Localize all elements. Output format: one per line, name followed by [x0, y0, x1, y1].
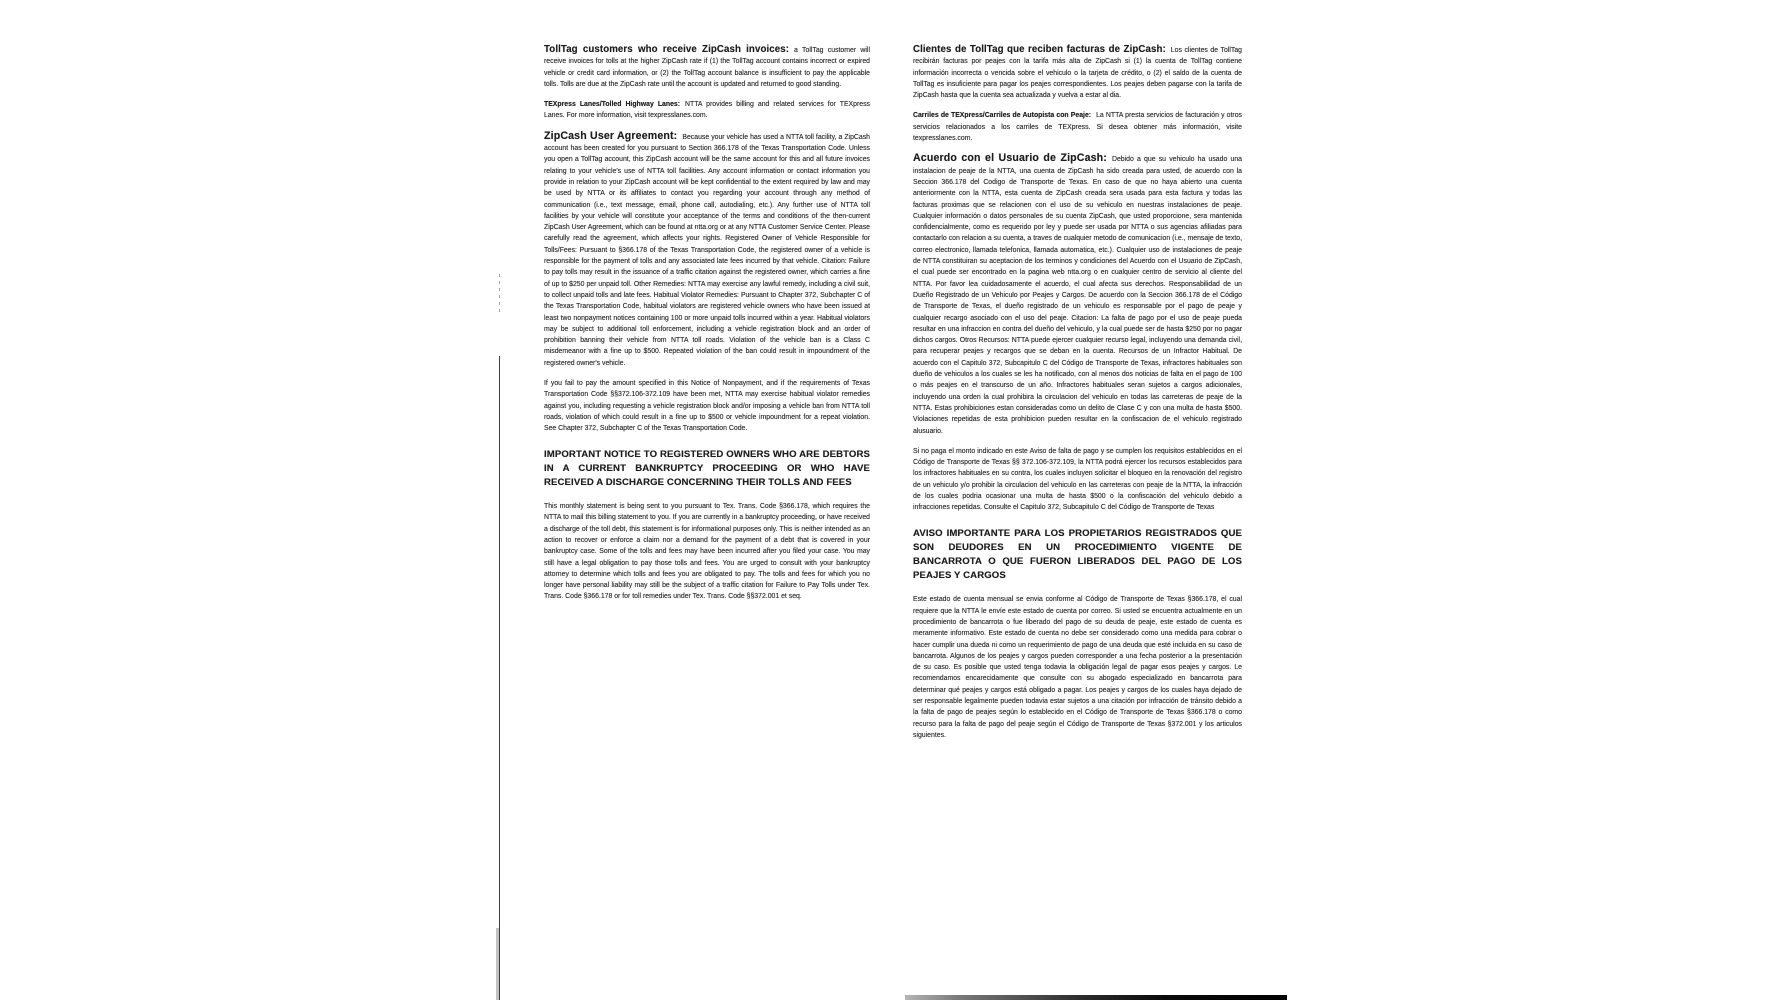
para-en-texpress-lanes: [544, 99, 870, 122]
body-es-aviso-falta-de-pago: Si no paga el monto indicado en este Aviso de falta de pago y se cumplen los requisitos establecidos en el Código de Transporte de Texas §§ 372.106-372.109, la NTTA podrá ejercer los recursos establecidos para los infractores habituales en su contra, los cuales incluyen solicitar el bloqueo en la renovación del registro de un vehiculo y/o prohibir la circulacion del vehiculo en las carreteras con peaje de la NTTA, la infracción de los cuales podria ocasionar una multa de hasta $500 o la confiscación del vehiculo debido a infracciones repetidas. Consulte el Capitulo 372, Subcapitulo C del Código de Transporte de Texas: [913, 447, 1242, 512]
heading-es-acuerdo-usuario-zipcash: Acuerdo con el Usuario de ZipCash:: [913, 152, 1107, 165]
body-en-zipcash-user-agreement: Because your vehicle has used a NTTA toll facility, a ZipCash account has been created for you pursuant to Section 366.178 of the Texas Transportation Code. Unless you open a TollTag account, this ZipCash account will be the same account for this and all future invoices relating to your vehicle's use of NTTA toll facilities. Any account information or contact information you provide in relation to your ZipCash account will be kept confidential to the extent required by law and may be used by NTTA or its affiliates to contact you regarding your account through any method of communication (i.e., text message, email, phone call, autodialing, etc.). Any further use of NTTA toll facilities by your vehicle will constitute your acceptance of the terms and conditions of the then-current ZipCash User Agreement, which can be found at ntta.org or at any NTTA Customer Service Center. Please carefully read the agreement, which affects your rights. Registered Owner of Vehicle Responsible for Tolls/Fees: Pursuant to §366.178 of the Texas Transportation Code, the registered owner of a vehicle is responsible for the payment of tolls and any associated late fees incurred by that vehicle. Citation: Failure to pay tolls may result in the issuance of a traffic citation against the registered owner, which carries a fine of up to $250 per unpaid toll. Other Remedies: NTTA may exercise any lawful remedy, including a civil suit, to collect unpaid tolls and late fees. Habitual Violator Remedies: Pursuant to Chapter 372, Subchapter C of the Texas Transportation Code, habitual violators are registered vehicle owners who have been issued at least two nonpayment notices containing 100 or more unpaid tolls incurred within a year. Habitual violators may be subject to additional toll enforcement, including a vehicle registration block and an order of prohibition banning their vehicle from NTTA toll roads. Violation of the vehicle ban is a Class C misdemeanor with a fine up to $500. Repeated violation of the ban could result in impoundment of the registered owner's vehicle.: [544, 133, 870, 367]
heading-es-clientes-tolltag: Clientes de TollTag que reciben facturas de ZipCash:: [913, 44, 1166, 55]
para-es-aviso-falta-de-pago: [913, 446, 1242, 514]
scan-artifact-bottom-bar: [905, 995, 1287, 1000]
heading-en-bankruptcy-notice: IMPORTANT NOTICE TO REGISTERED OWNERS WHO ARE DEBTORS IN A CURRENT BANKRUPTCY PROCEEDING OR WHO HAVE RECEIVED A DISCHARGE CONCERNING THEIR TOLLS AND FEES: [544, 448, 870, 488]
body-es-clientes-tolltag: Los clientes de TollTag recibirán facturas por peajes con la tarifa más alta de ZipCash si (1) la cuenta de TollTag contiene información incorrecta o vencida sobre el vehiculo o la tarjeta de crédito, o (2) el saldo de la cuenta de TollTag es insuficiente para pagar los peajes correspondientes. Los peajes deben pagarse con la tarifa de ZipCash hasta que la cuenta sea actualizada y vuelva a estar al dia.: [913, 47, 1242, 100]
para-es-estado-de-cuenta: [913, 594, 1242, 741]
para-en-tolltag-zipcash-invoices: [544, 44, 870, 90]
body-es-estado-de-cuenta: Este estado de cuenta mensual se envia conforme al Código de Transporte de Texas §366.178, el cual requiere que la NTTA le envíe este estado de cuenta por correo. Si usted se encuentra actualmente en un procedimiento de bancarrota o fue liberado del pago de su deuda de peaje, este estado de cuenta es meramente informativo. Este estado de cuenta no debe ser considerado como una medida para cobrar o hacer cumplir una dueda ni como un requerimiento de pago de una deuda que esté incluida en su caso de bancarrota. Algunos de los peajes y cargos pueden corresponder a una fecha posterior a la presentación de su caso. Es posible que usted tenga todavia la obligación legal de pagar esos peajes y cargos. Le recomendamos encarecidamente que consulte con su abogado especializado en bancarrota para determinar qué peajes y cargos está obligado a pagar. Los peajes y cargos de los cuales haya dejado de ser responsable legalmente pueden todavia estar sujetos a una citación por infracción de tránsito debido a la falta de pago de peajes según lo establecido en el Código de Transporte de Texas §366.178 o como recurso para la falta de pago del peaje según el Código de Transporte de Texas §372.001 y los articulos siguientes.: [913, 596, 1242, 739]
para-es-clientes-tolltag: [913, 44, 1242, 101]
page-fold-line-dashed: [499, 274, 500, 316]
para-en-notice-of-nonpayment: [544, 378, 870, 434]
para-es-acuerdo-usuario-zipcash: [913, 153, 1242, 436]
body-en-bankruptcy-statement: This monthly statement is being sent to you pursuant to Tex. Trans. Code §366.178, which requires the NTTA to mail this billing statement to you. If you are currently in a bankruptcy proceeding, or have received a discharge of the toll debt, this statement is for informational purposes only. This is neither intended as an action to recover or enforce a claim nor a demand for the payment of a debt that is covered in your bankruptcy case. Some of the tolls and fees may have been incurred after you filed your case. You may still have a legal obligation to pay those tolls and fees. You are urged to consult with your bankruptcy attorney to determine which tolls and fees you are obligated to pay. The tolls and fees for which you no longer have personal liability may still be the subject of a traffic citation for Failure to Pay Tolls under Tex. Trans. Code §366.178 or for toll remedies under Tex. Trans. Code §§372.001 et seq.: [544, 503, 870, 601]
para-es-carriles-texpress: [913, 110, 1242, 144]
heading-en-texpress-lanes: TEXpress Lanes/Tolled Highway Lanes:: [544, 101, 681, 109]
para-en-zipcash-user-agreement: [544, 131, 870, 369]
body-es-acuerdo-usuario-zipcash: Debido a que su vehiculo ha usado una instalacion de peaje de la NTTA, una cuenta de ZipCash ha sido creada para usted, de acuerdo con la Seccion 366.178 del Codigo de Transporte de Texas. En caso de que no haya abierto una cuenta anteriormente con la NTTA, esta cuenta de ZipCash creada sera usada para esta factura y todas las facturas proximas que se relacionen con el uso de su vehiculo en nuestras instalaciones de peaje. Cualquier información o datos personales de su cuenta ZipCash, que usted proporcione, sera mantenida confidencialmente, como es requerido por ley y puede ser usada por NTTA o sus agencias afiliadas para contactarlo con relacion a su cuenta, a traves de cualquier metodo de comunicacion (i.e., mensaje de texto, correo electronico, llamada telefonica, llamada automatica, etc.). Cualquier uso de instalaciones de peaje de NTTA constituiran su aceptacion de los terminos y condiciones del Acuerdo con el Usuario de ZipCash, el cual puede ser encontrado en la pagina web ntta.org o en cualquier centro de servicio al cliente del NTTA. Por favor lea cuidadosamente el acuerdo, el cual afecta sus derechos. Responsabilidad de un Dueño Registrado de un Vehiculo por Peajes y Cargos. De acuerdo con la Seccion 366.178 de el Código de Transporte de Texas, el dueño registrado de un vehiculo es responsable por el pago de peaje y cualquier recargo asociado con el uso del peaje. Citacion: La falta de pago por el uso de peaje pueda resultar en una infraccion en contra del dueño del vehiculo, y la cual puede ser de hasta $250 por no pagar dichos cargos. Otros Recursos: NTTA puede ejercer cualquier recurso legal, incluyendo una demanda civil, para recuperar peajes y recargos que se deban en la cuenta. Recursos de un Infractor Habitual. De acuerdo con el Capitulo 372, Subcapitulo C del Código de Transporte de Texas, infractores habituales son dueño de vehiculos a los cuales se les ha notificado, con al menos dos noticias de falta en el pago de 100 o más peajes en el transcurso de un año. Infractores habituales seran sujetos a cargos adicionales, incluyendo una orden la cual prohibira la circulacion del vehiculo en todas las carreteras de peaje de la NTTA. Estas prohibiciones estan consideradas como un delito de Clase C y con una multa de hasta $500. Violaciones repetidas de esta prohibicion pueden resultar en la confiscacion de el vehiculo registrado alusuario.: [913, 156, 1242, 435]
body-en-tolltag-zipcash-invoices: a TollTag customer will receive invoices for tolls at the higher ZipCash rate if (1) the TollTag account contains incorrect or expired vehicle or credit card information, or (2) the TollTag account balance is insufficient to pay the applicable tolls. Tolls are due at the ZipCash rate until the account is updated and returned to good standing.: [544, 47, 870, 88]
heading-es-carriles-texpress: Carriles de TEXpress/Carriles de Autopista con Peaje:: [913, 112, 1092, 120]
heading-en-zipcash-user-agreement: ZipCash User Agreement:: [544, 129, 678, 142]
spanish-column: [913, 44, 1242, 750]
page-fold-line-shadow: [496, 928, 499, 1000]
body-en-texpress-lanes: NTTA provides billing and related services for TEXpress Lanes. For more information, visit texpresslanes.com.: [544, 101, 870, 120]
heading-en-tolltag-zipcash-invoices: TollTag customers who receive ZipCash invoices:: [544, 44, 790, 55]
english-column: [544, 44, 870, 612]
body-en-notice-of-nonpayment: If you fail to pay the amount specified in this Notice of Nonpayment, and if the requirements of Texas Transportation Code §§372.106-372.109 have been met, NTTA may exercise habitual violator remedies against you, including requesting a vehicle registration block and/or imposing a vehicle ban from NTTA toll roads, violation of which could result in a fine up to $500 or vehicle impoundment for a repeat violation. See Chapter 372, Subchapter C of the Texas Transportation Code.: [544, 380, 870, 433]
page-fold-line: [499, 356, 500, 1000]
para-en-bankruptcy-statement: [544, 501, 870, 603]
heading-es-aviso-bancarrota: AVISO IMPORTANTE PARA LOS PROPIETARIOS REGISTRADOS QUE SON DEUDORES EN UN PROCEDIMIENTO VIGENTE DE BANCARROTA O QUE FUERON LIBERADOS DEL PAGO DE LOS PEAJES Y CARGOS: [913, 527, 1242, 582]
body-es-carriles-texpress: La NTTA presta servicios de facturación y otros servicios relacionados a los carriles de TEXpress. Si desea obtener más información, visite texpresslanes.com.: [913, 112, 1242, 143]
